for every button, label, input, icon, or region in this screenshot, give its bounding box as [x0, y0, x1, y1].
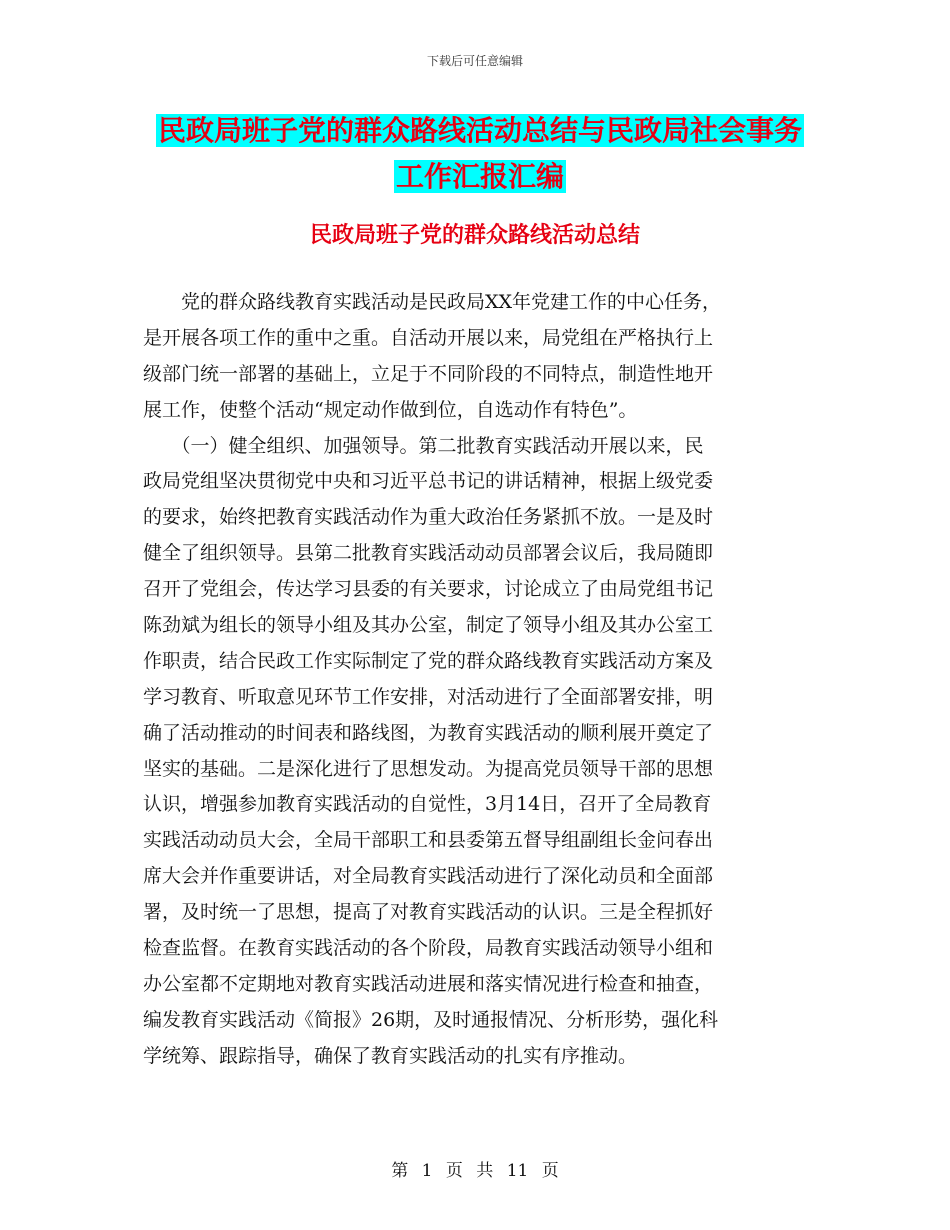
- main-title: [130, 108, 830, 200]
- section-title: 民政局班子党的群众路线活动总结: [309, 223, 640, 248]
- body-line: 政局党组坚决贯彻党中央和习近平总书记的讲话精神，根据上级党委: [143, 470, 714, 493]
- header-note: 下载后可任意编辑: [426, 54, 523, 68]
- body-line: 召开了党组会，传达学习县委的有关要求，讨论成立了由局党组书记: [143, 578, 714, 601]
- body-line: 实践活动动员大会，全局干部职工和县委第五督导组副组长金问春出: [143, 829, 714, 852]
- body-line: 署，及时统一了思想，提高了对教育实践活动的认识。三是全程抓好: [143, 901, 714, 924]
- body-line: 是开展各项工作的重中之重。自活动开展以来，局党组在严格执行上: [143, 326, 714, 349]
- body-line: 学统筹、跟踪指导，确保了教育实践活动的扎实有序推动。: [143, 1044, 638, 1067]
- body-line: 陈劲斌为组长的领导小组及其办公室，制定了领导小组及其办公室工: [143, 614, 714, 637]
- body-line: 健全了组织领导。县第二批教育实践活动动员部署会议后，我局随即: [143, 542, 714, 565]
- body-line: 确了活动推动的时间表和路线图，为教育实践活动的顺利展开奠定了: [143, 721, 714, 744]
- body-line: 检查监督。在教育实践活动的各个阶段，局教育实践活动领导小组和: [143, 937, 714, 960]
- body-line: 的要求，始终把教育实践活动作为重大政治任务紧抓不放。一是及时: [143, 506, 714, 529]
- body-line: 作职责，结合民政工作实际制定了党的群众路线教育实践活动方案及: [143, 649, 714, 672]
- body-line: 级部门统一部署的基础上，立足于不同阶段的不同特点，制造性地开: [143, 362, 714, 385]
- body-line: 坚实的基础。二是深化进行了思想发动。为提高党员领导干部的思想: [143, 757, 714, 780]
- body-line: 学习教育、听取意见环节工作安排，对活动进行了全面部署安排，明: [143, 685, 714, 708]
- body-line: 认识，增强参加教育实践活动的自觉性，3月14日，召开了全局教育: [143, 793, 712, 816]
- page-number: 第 1 页 共 11 页: [391, 1161, 559, 1181]
- main-title-line-1: 民政局班子党的群众路线活动总结与民政局社会事务: [157, 114, 802, 147]
- body-text: [143, 285, 798, 1075]
- body-line: 编发教育实践活动《简报》26期，及时通报情况、分析形势，强化科: [143, 1008, 719, 1031]
- body-line: 党的群众路线教育实践活动是民政局XX年党建工作的中心任务，: [143, 291, 722, 313]
- body-line: 席大会并作重要讲话，对全局教育实践活动进行了深化动员和全面部: [143, 865, 714, 888]
- main-title-line-2: 工作汇报汇编: [395, 160, 564, 193]
- body-line: （一）健全组织、加强领导。第二批教育实践活动开展以来，民: [143, 434, 704, 457]
- body-line: 展工作，使整个活动“规定动作做到位，自选动作有特色”。: [143, 398, 638, 421]
- body-line: 办公室都不定期地对教育实践活动进展和落实情况进行检查和抽查，: [143, 972, 714, 995]
